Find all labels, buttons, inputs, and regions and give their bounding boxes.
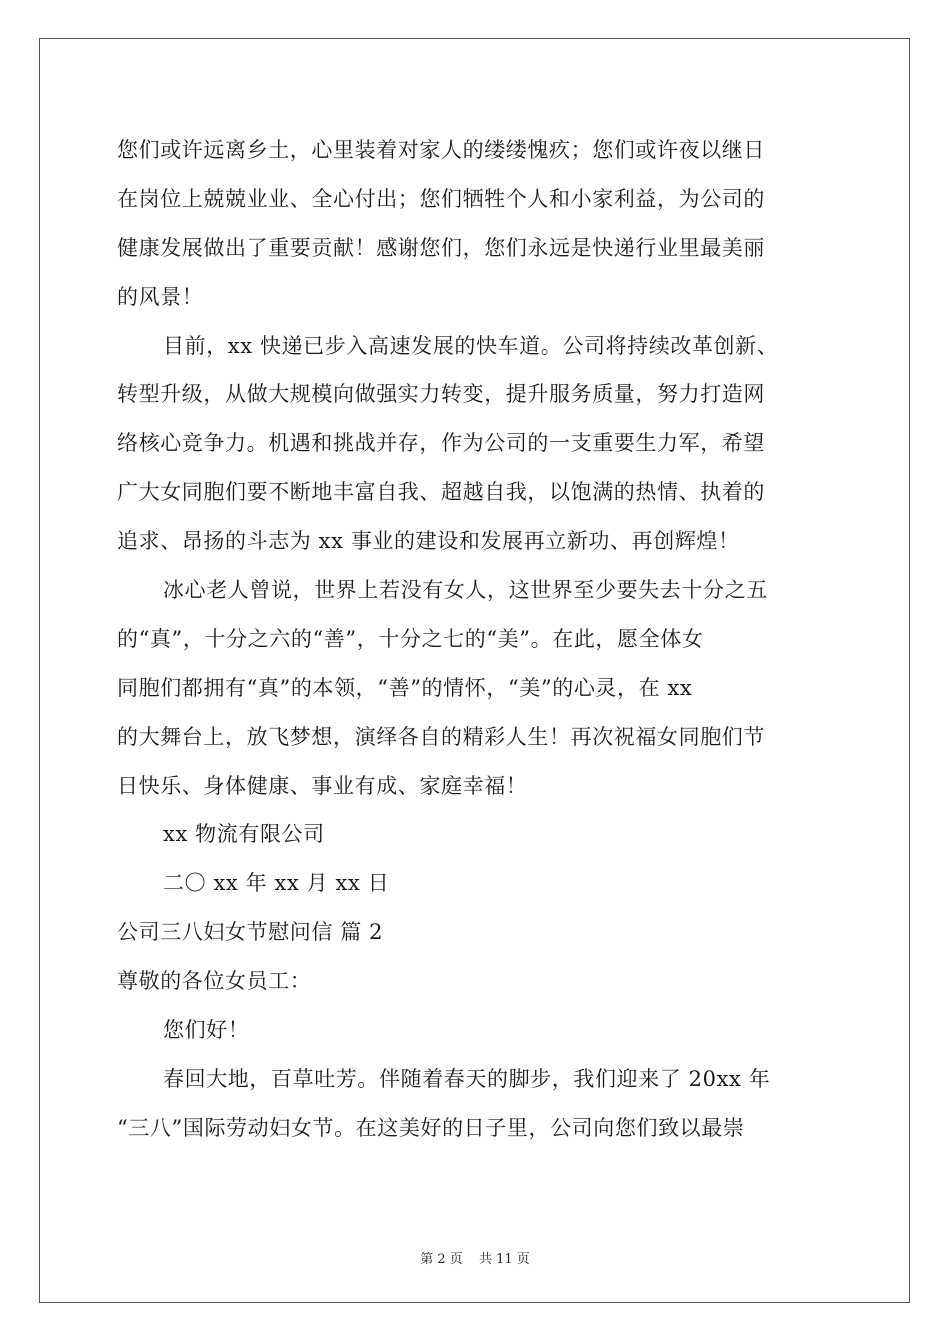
page-number: 第 2 页 [420, 1252, 463, 1267]
text-line: 您们或许远离乡土，心里装着对家人的缕缕愧疚；您们或许夜以继日 [117, 138, 765, 162]
text-line: 络核心竞争力。机遇和挑战并存，作为公司的一支重要生力军，希望 [117, 431, 765, 456]
text-line: 的“真”，十分之六的“善”，十分之七的“美”。在此，愿全体女 [117, 626, 704, 651]
text-line: 转型升级，从做大规模向做强实力转变，提升服务质量，努力打造网 [117, 382, 765, 407]
document-body [117, 126, 837, 1153]
greeting: 您们好！ [163, 1018, 250, 1043]
text-line: 健康发展做出了重要贡献！感谢您们，您们永远是快递行业里最美丽 [117, 235, 765, 260]
text-line: 的风景！ [117, 284, 204, 309]
text-line: 同胞们都拥有“真”的本领，“善”的情怀，“美”的心灵，在 xx [117, 675, 693, 700]
salutation: 尊敬的各位女员工： [117, 969, 312, 994]
text-line: 广大女同胞们要不断地丰富自我、超越自我，以饱满的热情、执着的 [117, 480, 765, 505]
signature-company: xx 物流有限公司 [163, 822, 325, 847]
signature-date: 二〇 xx 年 xx 月 xx 日 [163, 871, 390, 896]
page-footer [0, 1248, 950, 1267]
paragraph-start-line: 冰心老人曾说，世界上若没有女人，这世界至少要失去十分之五 [163, 578, 768, 603]
paragraph-start-line: 目前，xx 快递已步入高速发展的快车道。公司将持续改革创新、 [163, 333, 779, 358]
paragraph-start-line: 春回大地，百草吐芳。伴随着春天的脚步，我们迎来了 20xx 年 [163, 1066, 771, 1091]
text-line: 日快乐、身体健康、事业有成、家庭幸福！ [117, 773, 528, 798]
text-line: 在岗位上兢兢业业、全心付出；您们牺牲个人和小家利益，为公司的 [117, 186, 765, 211]
text-line: “三八”国际劳动妇女节。在这美好的日子里，公司向您们致以最崇 [117, 1115, 745, 1140]
section-heading: 公司三八妇女节慰问信 篇 2 [117, 920, 384, 945]
page-total: 共 11 页 [478, 1252, 530, 1267]
text-line: 的大舞台上，放飞梦想，演绎各自的精彩人生！再次祝福女同胞们节 [117, 724, 765, 749]
text-line: 追求、昂扬的斗志为 xx 事业的建设和发展再立新功、再创辉煌！ [117, 529, 740, 554]
